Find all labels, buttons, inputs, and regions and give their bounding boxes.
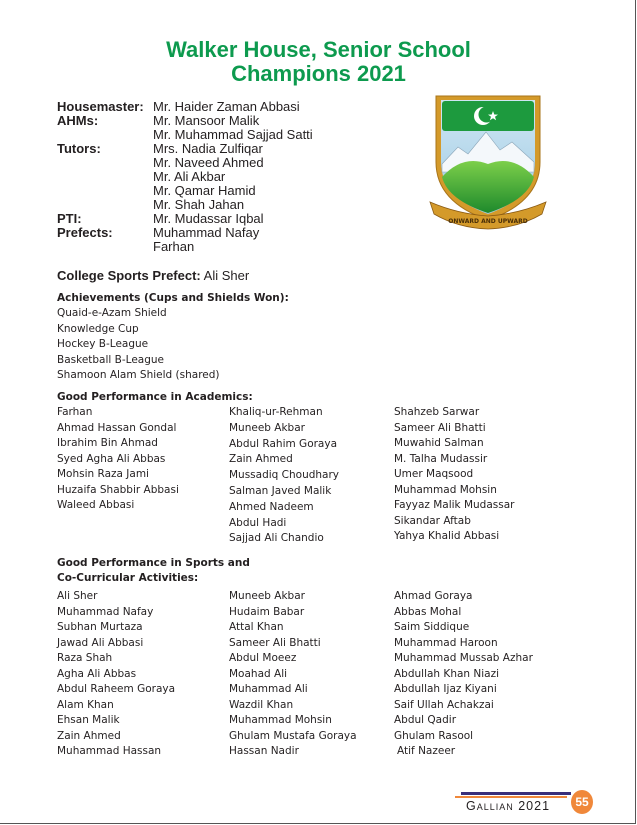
list-item: Khaliq-ur-Rehman [229, 406, 323, 418]
staff-value: Mr. Ali Akbar [153, 169, 226, 184]
staff-value: Mrs. Nadia Zulfiqar [153, 141, 263, 156]
footer-rule-blue [461, 792, 571, 795]
list-item: Atif Nazeer [397, 745, 456, 757]
list-item: Abdul Qadir [394, 714, 457, 726]
staff-value: Mr. Haider Zaman Abbasi [153, 99, 300, 114]
list-item: Abdul Hadi [229, 516, 287, 529]
footer-publication: Gallian 2021 [466, 799, 551, 813]
list-item: Shamoon Alam Shield (shared) [57, 369, 220, 381]
list-item: Mussadiq Choudhary [229, 469, 340, 482]
list-item: Ahmed Nadeem [229, 500, 314, 513]
list-item: Ahmad Hassan Gondal [57, 421, 177, 434]
list-item: Moahad Ali [229, 667, 288, 680]
staff-row [57, 240, 313, 254]
list-item: Muhammad Haroon [394, 636, 498, 649]
list-item: Ibrahim Bin Ahmad [57, 437, 158, 449]
house-crest-icon [428, 92, 548, 232]
list-item: Hudaim Babar [229, 605, 305, 618]
staff-row [57, 184, 313, 198]
staff-value: Mr. Mansoor Malik [153, 113, 260, 128]
sports-heading-line1: Good Performance in Sports and [57, 557, 250, 569]
list-item: Muhammad Mohsin [229, 714, 332, 726]
staff-row [57, 212, 313, 226]
list-item: Syed Agha Ali Abbas [57, 452, 166, 465]
staff-label [57, 198, 153, 212]
staff-row [57, 198, 313, 212]
staff-label: Housemaster: [57, 99, 144, 114]
list-item: M. Talha Mudassir [394, 452, 488, 465]
staff-row [57, 100, 313, 114]
crest-motto: ONWARD AND UPWARD [448, 218, 528, 225]
staff-label [57, 240, 153, 254]
list-item: Shahzeb Sarwar [394, 406, 480, 418]
staff-value: Mr. Naveed Ahmed [153, 155, 264, 170]
list-item: Abbas Mohal [394, 605, 462, 618]
staff-label [57, 170, 153, 184]
list-item: Sikandar Aftab [394, 514, 471, 527]
staff-value: Farhan [153, 239, 195, 254]
list-item: Salman Javed Malik [229, 484, 332, 497]
list-item: Attal Khan [229, 621, 284, 633]
list-item: Zain Ahmed [57, 729, 121, 742]
list-item: Abdullah Ijaz Kiyani [394, 683, 497, 695]
list-item: Fayyaz Malik Mudassar [394, 499, 515, 511]
staff-value: Mr. Shah Jahan [153, 197, 245, 212]
list-item: Saif Ullah Achakzai [394, 698, 494, 711]
list-item: Muhammad Mohsin [394, 483, 497, 496]
list-item: Sajjad Ali Chandio [229, 532, 324, 545]
list-item: Muhammad Nafay [57, 605, 154, 618]
list-item: Sameer Ali Bhatti [229, 636, 321, 649]
list-item: Agha Ali Abbas [57, 667, 137, 680]
staff-row [57, 156, 313, 170]
staff-value: Muhammad Nafay [153, 225, 260, 240]
staff-row [57, 170, 313, 184]
list-item: Sameer Ali Bhatti [394, 421, 486, 434]
academics-heading: Good Performance in Academics: [57, 391, 253, 403]
list-item: Jawad Ali Abbasi [57, 636, 144, 649]
staff-row [57, 226, 313, 240]
list-item: Hockey B-League [57, 338, 149, 350]
sports-column-2 [229, 589, 357, 760]
sports-prefect-label: College Sports Prefect: [57, 268, 201, 283]
list-item: Ahmad Goraya [394, 590, 473, 602]
staff-row [57, 128, 313, 142]
list-item: Muwahid Salman [394, 437, 484, 449]
sports-prefect [57, 268, 249, 283]
list-item: Umer Maqsood [394, 468, 474, 480]
list-item: Abdul Moeez [229, 652, 297, 664]
list-item: Abdul Raheem Goraya [57, 683, 176, 695]
staff-label: AHMs: [57, 113, 99, 128]
page-subtitle: Champions 2021 [231, 61, 406, 86]
list-item: Wazdil Khan [229, 698, 294, 711]
list-item: Hassan Nadir [229, 745, 299, 757]
list-item: Raza Shah [57, 652, 113, 664]
staff-list [57, 100, 313, 254]
list-item: Alam Khan [57, 698, 114, 711]
staff-label [57, 156, 153, 170]
list-item: Abdul Rahim Goraya [229, 437, 338, 450]
list-item: Subhan Murtaza [57, 621, 143, 633]
achievements-list [57, 306, 220, 384]
list-item: Mohsin Raza Jami [57, 468, 149, 480]
staff-value: Mr. Muhammad Sajjad Satti [153, 127, 313, 142]
list-item: Ghulam Mustafa Goraya [229, 729, 357, 742]
list-item: Ehsan Malik [57, 714, 120, 726]
list-item: Ali Sher [57, 590, 98, 602]
staff-label: PTI: [57, 211, 82, 226]
list-item: Waleed Abbasi [57, 499, 135, 511]
staff-row [57, 114, 313, 128]
list-item: Quaid-e-Azam Shield [57, 307, 167, 319]
staff-label [57, 184, 153, 198]
list-item: Knowledge Cup [57, 322, 139, 335]
achievements-heading: Achievements (Cups and Shields Won): [57, 292, 289, 304]
list-item: Yahya Khalid Abbasi [394, 530, 500, 542]
list-item: Muhammad Mussab Azhar [394, 652, 533, 664]
list-item: Abdullah Khan Niazi [394, 667, 500, 680]
staff-label: Prefects: [57, 225, 113, 240]
footer-rule-orange [455, 796, 567, 798]
staff-label: Tutors: [57, 141, 101, 156]
list-item: Ghulam Rasool [394, 729, 474, 742]
sports-heading-line2: Co-Curricular Activities: [57, 572, 199, 584]
staff-value: Mr. Mudassar Iqbal [153, 211, 264, 226]
academics-column-3 [394, 405, 514, 545]
list-item: Muneeb Akbar [229, 421, 305, 434]
list-item: Muneeb Akbar [229, 590, 305, 602]
staff-row [57, 142, 313, 156]
list-item: Zain Ahmed [229, 453, 293, 466]
list-item: Muhammad Hassan [57, 745, 162, 757]
list-item: Muhammad Ali [229, 683, 308, 695]
academics-column-2 [229, 405, 339, 547]
list-item: Huzaifa Shabbir Abbasi [57, 483, 179, 496]
sports-prefect-value: Ali Sher [203, 268, 250, 283]
academics-column-1 [57, 405, 179, 514]
sports-column-1 [57, 589, 175, 760]
page-title: Walker House, Senior School [166, 37, 471, 62]
staff-label [57, 128, 153, 142]
list-item: Basketball B-League [57, 353, 164, 366]
staff-value: Mr. Qamar Hamid [153, 183, 256, 198]
sports-column-3 [394, 589, 533, 760]
list-item: Farhan [57, 406, 93, 418]
page-number-badge: 55 [571, 790, 593, 814]
list-item: Saim Siddique [394, 621, 470, 633]
